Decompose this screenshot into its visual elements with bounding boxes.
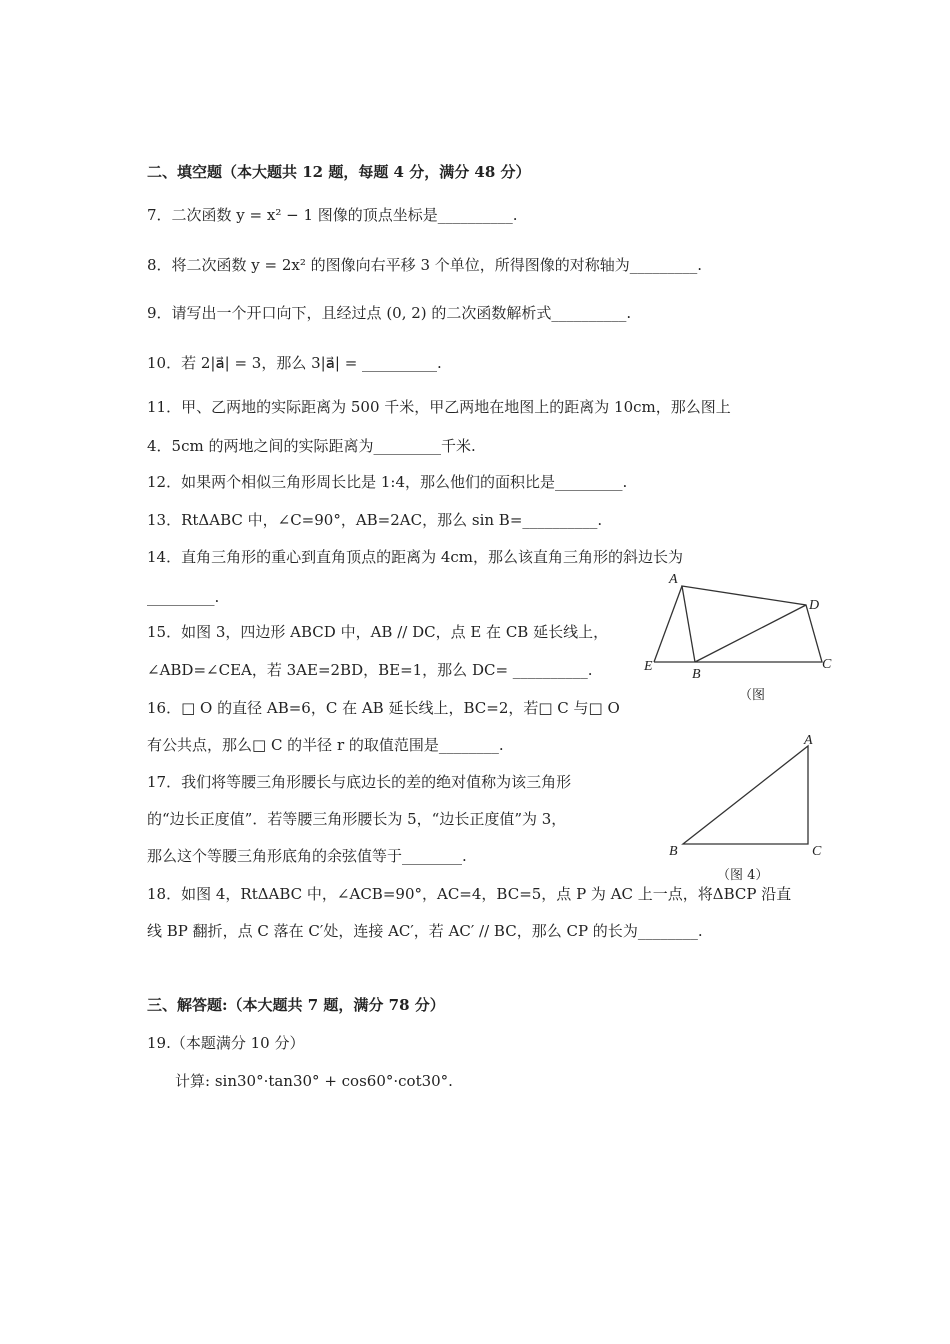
figure-3-segment-bd [695,605,806,662]
figure-3-label-e: E [644,659,653,674]
question-12: 12．如果两个相似三角形周长比是 1:4，那么他们的面积比是_________. [147,473,628,491]
figure-3-label-b: B [692,667,701,682]
question-19-heading: 19.（本题满分 10 分） [147,1034,305,1052]
question-14-line2: _________. [147,588,220,606]
question-15-line2: ∠ABD=∠CEA，若 3AE=2BD，BE=1，那么 DC= __________. [147,661,593,679]
figure-4-triangle [683,746,808,844]
question-15-line1: 15．如图 3，四边形 ABCD 中，AB // DC，点 E 在 CB 延长线上， [147,623,609,641]
figure-4-label-c: C [812,844,822,859]
question-16-line2: 有公共点，那么□ C 的半径 r 的取值范围是________. [147,736,504,754]
question-11-line1: 11．甲、乙两地的实际距离为 500 千米，甲乙两地在地图上的距离为 10cm，那么图上 [147,398,731,416]
figure-4-label-b: B [669,844,678,859]
figure-3-segment-ea [654,586,682,662]
figure-3-label-a: A [669,572,678,587]
question-16-line1: 16．□ O 的直径 AB=6，C 在 AB 延长线上，BC=2，若□ C 与□ O [147,699,620,717]
figure-3-caption: （图 [739,688,766,703]
question-18-line2: 线 BP 翻折，点 C 落在 C′处，连接 AC′，若 AC′ // BC，那么 CP 的长为________. [147,922,703,940]
figure-3-label-c: C [822,657,832,672]
figure-3-diagram [640,570,840,685]
section2-title: 二、填空题（本大题共 12 题，每题 4 分，满分 48 分） [147,163,531,181]
figure-4-diagram [665,732,835,860]
section3-title: 三、解答题:（本大题共 7 题，满分 78 分） [147,996,445,1014]
figure-4-caption: （图 4） [717,868,769,883]
question-14-line1: 14．直角三角形的重心到直角顶点的距离为 4cm，那么该直角三角形的斜边长为 [147,548,684,566]
question-9: 9．请写出一个开口向下，且经过点 (0, 2) 的二次函数解析式__________. [147,304,632,322]
question-8: 8．将二次函数 y = 2x² 的图像向右平移 3 个单位，所得图像的对称轴为_________. [147,256,703,274]
question-17-line1: 17．我们将等腰三角形腰长与底边长的差的绝对值称为该三角形 [147,773,572,791]
question-10: 10．若 2|a⃗| = 3，那么 3|a⃗| = __________. [147,354,442,372]
figure-4-label-a: A [804,733,813,748]
question-17-line2: 的“边长正度值”．若等腰三角形腰长为 5，“边长正度值”为 3， [147,810,567,828]
question-18-line1: 18．如图 4，RtΔABC 中，∠ACB=90°，AC=4，BC=5，点 P 为 AC 上一点，将ΔBCP 沿直 [147,885,792,903]
question-17-line3: 那么这个等腰三角形底角的余弦值等于________. [147,847,467,865]
question-7: 7．二次函数 y = x² − 1 图像的顶点坐标是__________. [147,206,518,224]
figure-3-label-d: D [809,598,820,613]
question-11-line2: 4．5cm 的两地之间的实际距离为_________千米. [147,437,476,455]
question-19-body: 计算: sin30°·tan30° + cos60°·cot30°. [175,1072,453,1090]
question-13: 13．RtΔABC 中，∠C=90°，AB=2AC，那么 sin B=__________. [147,511,603,529]
figure-3-outline [654,586,822,662]
